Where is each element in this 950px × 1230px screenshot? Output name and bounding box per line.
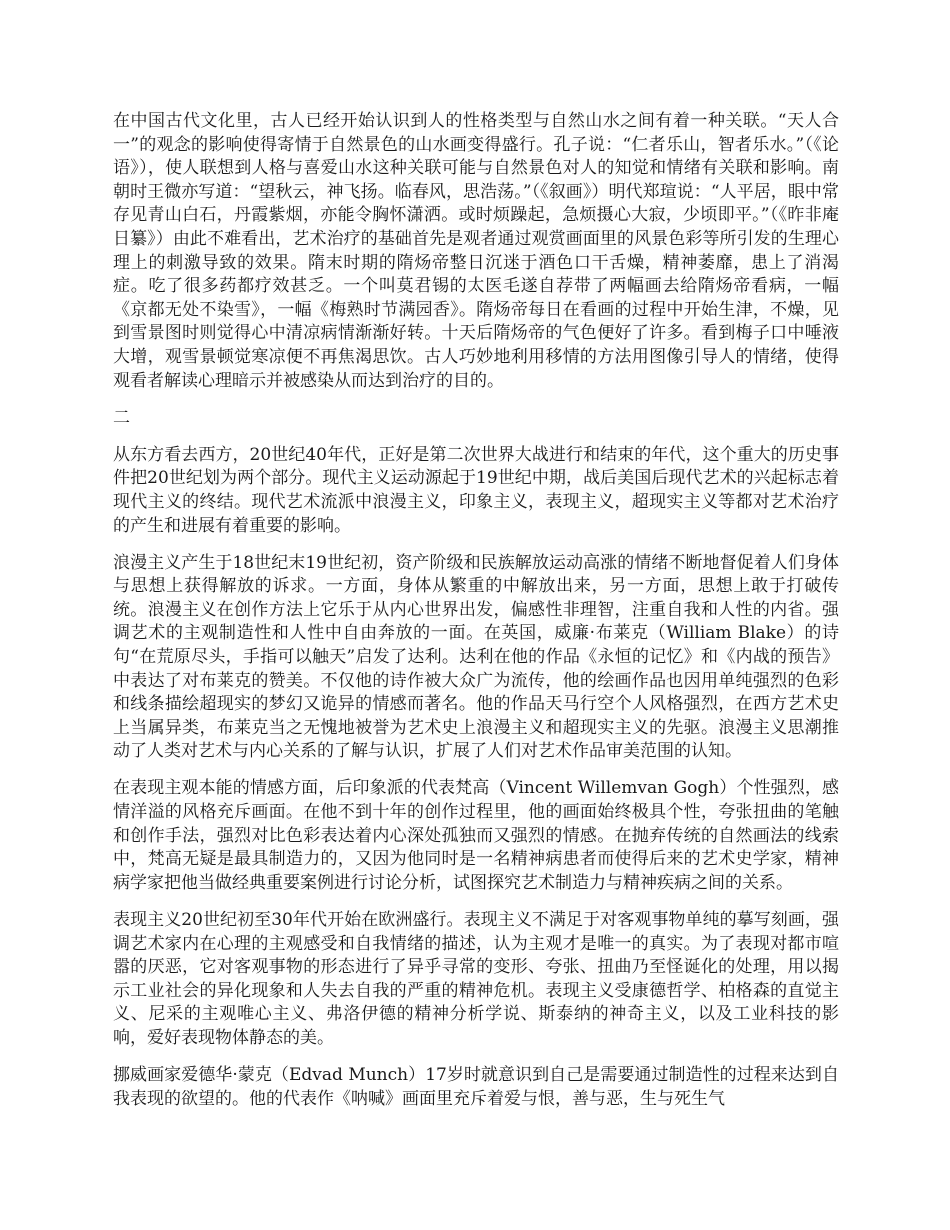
section-number: 二 bbox=[113, 407, 130, 428]
paragraph-expressionism: 表现主义20世纪初至30年代开始在欧洲盛行。表现主义不满足于对客观事物单纯的摹写刻画，强调艺术家内在心理的主观感受和自我情绪的描述，认为主观才是唯一的真实。为了表现对都市喧嚣的厌恶，它对客观事物的形态进行了异乎寻常的变形、夸张、扭曲乃至怪诞化的处理，用以揭示工业社会的异化现象和人失去自我的严重的精神危机。表现主义受康德哲学、柏格森的直觉主义、尼采的主观唯心主义、弗洛伊德的精神分析学说、斯泰纳的神奇主义，以及工业科技的影响，爱好表现物体静态的美。 bbox=[113, 909, 839, 1048]
article-body bbox=[113, 110, 839, 1125]
paragraph-western-modern-art: 从东方看去西方，20世纪40年代，正好是第二次世界大战进行和结束的年代，这个重大的历史事件把20世纪划为两个部分。现代主义运动源起于19世纪中期，战后美国后现代艺术的兴起标志着现代主义的终结。现代艺术流派中浪漫主义，印象主义，表现主义，超现实主义等都对艺术治疗的产生和进展有着重要的影响。 bbox=[113, 444, 839, 536]
paragraph-ancient-chinese-art-therapy: 在中国古代文化里，古人已经开始认识到人的性格类型与自然山水之间有着一种关联。“天人合一”的观念的影响使得寄情于自然景色的山水画变得盛行。孔子说：“仁者乐山，智者乐水。”（《论语》），使人联想到人格与喜爱山水这种关联可能与自然景色对人的知觉和情绪有关联和影响。南朝时王微亦写道：“望秋云，神飞扬。临春风，思浩荡。”（《叙画》）明代郑瑄说：“人平居，眼中常存见青山白石，丹霞紫烟，亦能令胸怀潇洒。或时烦躁起，急烦摄心大寂，少顷即平。”（《昨非庵日纂》）由此不难看出，艺术治疗的基础首先是观者通过观赏画面里的风景色彩等所引发的生理心理上的刺激导致的效果。隋末时期的隋炀帝整日沉迷于酒色口干舌燥，精神萎靡，患上了消渴症。吃了很多药都疗效甚乏。一个叫莫君锡的太医毛遂自荐带了两幅画去给隋炀帝看病，一幅《京都无处不染雪》，一幅《梅熟时节满园香》。隋炀帝每日在看画的过程中开始生津，不燥，见到雪景图时则觉得心中清凉病情渐渐好转。十天后隋炀帝的气色便好了许多。看到梅子口中唾液大增，观雪景顿觉寒凉便不再焦渴思饮。古人巧妙地利用移情的方法用图像引导人的情绪，使得观看者解读心理暗示并被感染从而达到治疗的目的。 bbox=[113, 111, 839, 391]
paragraph-romanticism: 浪漫主义产生于18世纪末19世纪初，资产阶级和民族解放运动高涨的情绪不断地督促着人们身体与思想上获得解放的诉求。一方面，身体从繁重的中解放出来，另一方面，思想上敢于打破传统。浪漫主义在创作方法上它乐于从内心世界出发，偏感性非理智，注重自我和人性的内省。强调艺术的主观制造性和人性中自由奔放的一面。在英国，威廉·布莱克（William Blake）的诗句“在荒原尽头，手指可以触天”启发了达利。达利在他的作品《永恒的记忆》和《内战的预告》中表达了对布莱克的赞美。不仅他的诗作被大众广为流传，他的绘画作品也因用单纯强烈的色彩和线条描绘超现实的梦幻又诡异的情感而著名。他的作品天马行空个人风格强烈，在西方艺术史上当属异类，布莱克当之无愧地被誉为艺术史上浪漫主义和超现实主义的先驱。浪漫主义思潮推动了人类对艺术与内心关系的了解与认识，扩展了人们对艺术作品审美范围的认知。 bbox=[113, 552, 839, 762]
paragraph-van-gogh: 在表现主观本能的情感方面，后印象派的代表梵高（Vincent Willemvan Gogh）个性强烈，感情洋溢的风格充斥画面。在他不到十年的创作过程里，他的画面始终极具个性，夸张扭曲的笔触和创作手法，强烈对比色彩表达着内心深处孤独而又强烈的情感。在抛弃传统的自然画法的线索中，梵高无疑是最具制造力的，又因为他同时是一名精神病患者而使得后来的艺术史学家，精神病学家把他当做经典重要案例进行讨论分析，试图探究艺术制造力与精神疾病之间的关系。 bbox=[113, 778, 839, 893]
paragraph-munch: 挪威画家爱德华·蒙克（Edvad Munch）17岁时就意识到自己是需要通过制造性的过程来达到自我表现的欲望的。他的代表作《呐喊》画面里充斥着爱与恨，善与恶，生与死生气 bbox=[113, 1064, 839, 1109]
